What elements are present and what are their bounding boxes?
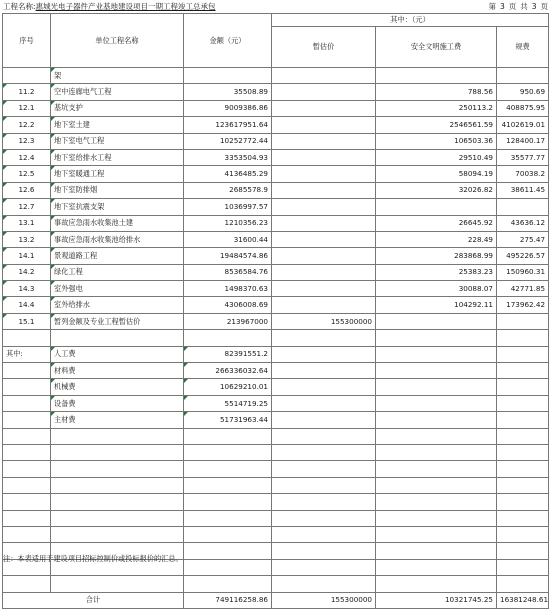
- blank-cell: [497, 461, 549, 477]
- row-safety: [376, 68, 497, 84]
- blank-cell: [497, 363, 549, 379]
- blank-cell: [376, 412, 497, 428]
- row-amount: 4136485.29: [184, 166, 272, 182]
- row-name: 架: [51, 68, 184, 84]
- blank-cell: [497, 346, 549, 362]
- col-header-of-which: 其中：（元）: [272, 14, 549, 27]
- blank-cell: [272, 510, 376, 526]
- blank-cell: [3, 428, 51, 444]
- footnote: 注：本表适用于建设项目招标控制价或投标报价的汇总。: [3, 554, 183, 563]
- col-header-name: 单位工程名称: [51, 14, 184, 68]
- blank-cell: [376, 444, 497, 460]
- col-header-safety: 安全文明施工费: [376, 27, 497, 68]
- blank-cell: [376, 395, 497, 411]
- table-row: [3, 281, 549, 297]
- blank-cell: [3, 526, 51, 542]
- row-amount: 3353504.93: [184, 149, 272, 165]
- row-safety: 58094.19: [376, 166, 497, 182]
- blank-cell: [272, 363, 376, 379]
- row-name: 事故应急雨水收集池给排水: [51, 231, 184, 247]
- row-index: 14.4: [3, 297, 51, 313]
- total-label: 合计: [3, 592, 184, 608]
- row-safety: 283868.99: [376, 248, 497, 264]
- blank-cell: [272, 461, 376, 477]
- blank-cell: [184, 526, 272, 542]
- total-row: [3, 592, 549, 608]
- blank-row: [3, 477, 549, 493]
- row-safety: 228.49: [376, 231, 497, 247]
- row-name: 空中连廊电气工程: [51, 84, 184, 100]
- row-fees: 173962.42: [497, 297, 549, 313]
- blank-cell: [272, 559, 376, 575]
- blank-cell: [272, 346, 376, 362]
- blank-cell: [3, 444, 51, 460]
- row-index: 14.2: [3, 264, 51, 280]
- total-safety: 10321745.25: [376, 592, 497, 608]
- page-mid: 页: [508, 2, 517, 11]
- row-fees: [497, 199, 549, 215]
- blank-cell: [184, 510, 272, 526]
- blank-cell: [497, 379, 549, 395]
- blank-cell: [272, 543, 376, 559]
- row-index: 15.1: [3, 313, 51, 329]
- blank-cell: [272, 330, 376, 346]
- row-amount: 10252772.44: [184, 133, 272, 149]
- table-row: [3, 117, 549, 133]
- row-amount: 9009386.86: [184, 100, 272, 116]
- row-name: 事故应急雨水收集池土建: [51, 215, 184, 231]
- blank-cell: [376, 330, 497, 346]
- breakdown-amount: 266336032.64: [184, 363, 272, 379]
- blank-cell: [184, 461, 272, 477]
- sheet-header: [3, 0, 548, 13]
- blank-row: [3, 330, 549, 346]
- blank-cell: [3, 576, 51, 592]
- blank-cell: [497, 494, 549, 510]
- breakdown-row: [3, 395, 549, 411]
- blank-cell: [51, 444, 184, 460]
- page-suffix: 页: [540, 2, 548, 11]
- col-header-fees: 规费: [497, 27, 549, 68]
- blank-cell: [376, 428, 497, 444]
- row-name: 地下室给排水工程: [51, 149, 184, 165]
- blank-cell: [376, 559, 497, 575]
- row-fees: 38611.45: [497, 182, 549, 198]
- blank-row: [3, 444, 549, 460]
- page-total: 3: [531, 2, 537, 11]
- blank-cell: [272, 379, 376, 395]
- row-name: 地下室抗震支架: [51, 199, 184, 215]
- page-current: 3: [499, 2, 505, 11]
- row-provisional: [272, 149, 376, 165]
- row-index: 13.2: [3, 231, 51, 247]
- row-provisional: [272, 231, 376, 247]
- row-provisional: [272, 264, 376, 280]
- row-index: 12.5: [3, 166, 51, 182]
- blank-cell: [497, 477, 549, 493]
- breakdown-name: 材料费: [51, 363, 184, 379]
- table-row: [3, 248, 549, 264]
- row-provisional: [272, 215, 376, 231]
- row-amount: 123617951.64: [184, 117, 272, 133]
- row-index: 12.3: [3, 133, 51, 149]
- row-provisional: [272, 68, 376, 84]
- blank-cell: [3, 330, 51, 346]
- total-provisional: 155300000: [272, 592, 376, 608]
- blank-cell: [272, 526, 376, 542]
- breakdown-amount: 82391551.2: [184, 346, 272, 362]
- blank-cell: [497, 444, 549, 460]
- row-fees: 128400.17: [497, 133, 549, 149]
- breakdown-amount: 5514719.25: [184, 395, 272, 411]
- col-header-index: 序号: [3, 14, 51, 68]
- col-header-amount: 金额（元）: [184, 14, 272, 68]
- row-amount: [184, 68, 272, 84]
- row-amount: 2685578.9: [184, 182, 272, 198]
- row-fees: 495226.57: [497, 248, 549, 264]
- row-provisional: [272, 182, 376, 198]
- blank-row: [3, 576, 549, 592]
- breakdown-label: 其中:: [3, 346, 51, 362]
- row-index: [3, 68, 51, 84]
- row-fees: 408875.95: [497, 100, 549, 116]
- row-safety: 29510.49: [376, 149, 497, 165]
- row-safety: 30088.07: [376, 281, 497, 297]
- row-name: 室外给排水: [51, 297, 184, 313]
- row-fees: 950.69: [497, 84, 549, 100]
- row-provisional: [272, 248, 376, 264]
- row-provisional: [272, 84, 376, 100]
- breakdown-row: [3, 379, 549, 395]
- blank-cell: [3, 395, 51, 411]
- row-name: 地下室土建: [51, 117, 184, 133]
- col-header-provisional: 暂估价: [272, 27, 376, 68]
- blank-cell: [272, 412, 376, 428]
- blank-cell: [497, 543, 549, 559]
- table-row: [3, 68, 549, 84]
- blank-cell: [51, 477, 184, 493]
- table-row: [3, 313, 549, 329]
- blank-cell: [184, 428, 272, 444]
- table-row: [3, 133, 549, 149]
- row-provisional: [272, 199, 376, 215]
- row-index: 13.1: [3, 215, 51, 231]
- row-provisional: [272, 100, 376, 116]
- table-row: [3, 182, 549, 198]
- blank-cell: [3, 379, 51, 395]
- row-amount: 19484574.86: [184, 248, 272, 264]
- breakdown-name: 主材费: [51, 412, 184, 428]
- blank-row: [3, 461, 549, 477]
- blank-cell: [184, 576, 272, 592]
- row-provisional: 155300000: [272, 313, 376, 329]
- blank-cell: [376, 526, 497, 542]
- row-name: 景观道路工程: [51, 248, 184, 264]
- blank-cell: [497, 526, 549, 542]
- row-index: 12.4: [3, 149, 51, 165]
- blank-cell: [51, 576, 184, 592]
- blank-cell: [272, 428, 376, 444]
- table-row: [3, 100, 549, 116]
- row-safety: [376, 313, 497, 329]
- row-fees: 42771.85: [497, 281, 549, 297]
- blank-row: [3, 428, 549, 444]
- blank-cell: [376, 494, 497, 510]
- row-fees: 35577.77: [497, 149, 549, 165]
- row-fees: 43636.12: [497, 215, 549, 231]
- blank-cell: [184, 543, 272, 559]
- row-index: 12.6: [3, 182, 51, 198]
- blank-cell: [3, 494, 51, 510]
- row-safety: 2546561.59: [376, 117, 497, 133]
- table-row: [3, 264, 549, 280]
- blank-cell: [497, 395, 549, 411]
- breakdown-row: [3, 346, 549, 362]
- blank-cell: [497, 510, 549, 526]
- blank-cell: [3, 461, 51, 477]
- blank-cell: [272, 395, 376, 411]
- header-row-1: [3, 14, 549, 27]
- blank-cell: [376, 543, 497, 559]
- blank-cell: [376, 461, 497, 477]
- summary-table: [2, 13, 549, 609]
- blank-cell: [497, 412, 549, 428]
- table-row: [3, 231, 549, 247]
- blank-cell: [497, 576, 549, 592]
- row-amount: 8536584.76: [184, 264, 272, 280]
- blank-cell: [184, 559, 272, 575]
- blank-cell: [51, 510, 184, 526]
- row-provisional: [272, 166, 376, 182]
- row-amount: 1498370.63: [184, 281, 272, 297]
- project-label: 工程名称:: [3, 2, 36, 11]
- breakdown-name: 人工费: [51, 346, 184, 362]
- breakdown-row: [3, 412, 549, 428]
- blank-cell: [3, 510, 51, 526]
- row-index: 11.2: [3, 84, 51, 100]
- project-name: 惠城光电子器件产业基地建设项目一期工程竣工总承包: [35, 2, 216, 11]
- row-fees: 70038.2: [497, 166, 549, 182]
- row-fees: 275.47: [497, 231, 549, 247]
- row-fees: 150960.31: [497, 264, 549, 280]
- breakdown-amount: 51731963.44: [184, 412, 272, 428]
- row-safety: 32026.82: [376, 182, 497, 198]
- row-amount: 4306008.69: [184, 297, 272, 313]
- breakdown-name: 设备费: [51, 395, 184, 411]
- table-row: [3, 297, 549, 313]
- row-index: 14.3: [3, 281, 51, 297]
- total-amount: 749116258.86: [184, 592, 272, 608]
- breakdown-row: [3, 363, 549, 379]
- blank-row: [3, 494, 549, 510]
- row-safety: 25383.23: [376, 264, 497, 280]
- page-total-prefix: 共: [520, 2, 528, 11]
- blank-cell: [376, 477, 497, 493]
- blank-cell: [376, 510, 497, 526]
- blank-cell: [184, 494, 272, 510]
- blank-cell: [3, 412, 51, 428]
- table-row: [3, 149, 549, 165]
- table-row: [3, 166, 549, 182]
- blank-cell: [497, 428, 549, 444]
- row-amount: 1036997.57: [184, 199, 272, 215]
- table-row: [3, 199, 549, 215]
- row-index: 14.1: [3, 248, 51, 264]
- blank-cell: [272, 494, 376, 510]
- row-safety: [376, 199, 497, 215]
- blank-cell: [376, 346, 497, 362]
- row-name: 地下室电气工程: [51, 133, 184, 149]
- row-name: 暂列金额及专业工程暂估价: [51, 313, 184, 329]
- row-provisional: [272, 297, 376, 313]
- blank-cell: [497, 330, 549, 346]
- row-provisional: [272, 133, 376, 149]
- row-index: 12.2: [3, 117, 51, 133]
- page-indicator: [484, 0, 548, 13]
- row-amount: 35508.89: [184, 84, 272, 100]
- row-amount: 31600.44: [184, 231, 272, 247]
- row-amount: 1210356.23: [184, 215, 272, 231]
- blank-cell: [51, 461, 184, 477]
- breakdown-name: 机械费: [51, 379, 184, 395]
- blank-cell: [51, 494, 184, 510]
- row-name: 基坑支护: [51, 100, 184, 116]
- row-amount: 213967000: [184, 313, 272, 329]
- row-name: 绿化工程: [51, 264, 184, 280]
- page-prefix: 第: [488, 2, 496, 11]
- blank-cell: [184, 477, 272, 493]
- project-title: [3, 0, 216, 13]
- row-provisional: [272, 117, 376, 133]
- blank-row: [3, 526, 549, 542]
- blank-cell: [3, 477, 51, 493]
- blank-cell: [51, 330, 184, 346]
- row-name: 室外强电: [51, 281, 184, 297]
- blank-cell: [51, 526, 184, 542]
- blank-cell: [272, 477, 376, 493]
- blank-row: [3, 510, 549, 526]
- breakdown-amount: 10629210.01: [184, 379, 272, 395]
- blank-cell: [272, 444, 376, 460]
- blank-cell: [184, 330, 272, 346]
- blank-cell: [51, 428, 184, 444]
- row-safety: 26645.92: [376, 215, 497, 231]
- blank-cell: [497, 559, 549, 575]
- row-fees: [497, 313, 549, 329]
- blank-cell: [376, 379, 497, 395]
- row-safety: 106503.36: [376, 133, 497, 149]
- row-fees: 4102619.01: [497, 117, 549, 133]
- blank-cell: [272, 576, 376, 592]
- row-fees: [497, 68, 549, 84]
- row-safety: 788.56: [376, 84, 497, 100]
- blank-cell: [376, 576, 497, 592]
- row-index: 12.1: [3, 100, 51, 116]
- row-provisional: [272, 281, 376, 297]
- blank-cell: [376, 363, 497, 379]
- blank-cell: [3, 363, 51, 379]
- row-name: 地下室防排烟: [51, 182, 184, 198]
- table-row: [3, 215, 549, 231]
- table-row: [3, 84, 549, 100]
- blank-cell: [184, 444, 272, 460]
- row-safety: 104292.11: [376, 297, 497, 313]
- total-fees: 16381248.61: [497, 592, 549, 608]
- row-name: 地下室暖通工程: [51, 166, 184, 182]
- row-safety: 250113.2: [376, 100, 497, 116]
- row-index: 12.7: [3, 199, 51, 215]
